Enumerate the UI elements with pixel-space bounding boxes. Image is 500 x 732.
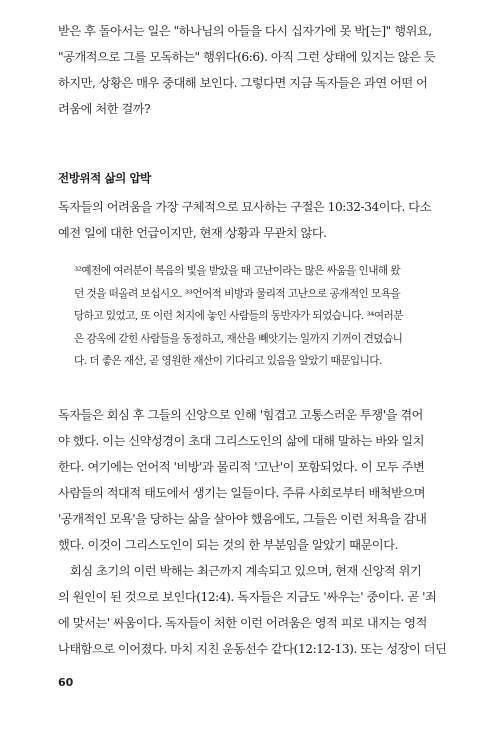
paragraph-reference: [58, 194, 458, 246]
text-line: 회심 초기의 이런 박해는 최근까지 계속되고 있으며, 현재 신앙적 위기: [70, 564, 422, 578]
quote-line: 다. 더 좋은 재산, 곧 영원한 재산이 기다리고 있음을 알았기 때문입니다.: [74, 355, 382, 367]
text-line: 한다. 여기에는 언어적 '비방'과 물리적 '고난'이 포함되었다. 이 모두 주변: [58, 460, 425, 474]
text-line: "공개적으로 그를 모독하는" 행위다(6:6). 아직 그런 상태에 있지는 않은 듯: [58, 50, 436, 64]
text-line: 려움에 처한 걸까?: [58, 102, 151, 116]
text-line: 받은 후 돌아서는 일은 "하나님의 아들을 다시 십자가에 못 박[는]" 행위요,: [58, 24, 432, 38]
text-line: 하지만, 상황은 매우 중대해 보인다. 그렇다면 지금 독자들은 과연 어떤 어: [58, 76, 428, 90]
text-line: 야 했다. 이는 신약성경이 초대 그리스도인의 삶에 대해 말하는 바와 일치: [58, 434, 425, 448]
quote-line: 당하고 있었고, 또 이런 처지에 놓인 사람들의 동반자가 되었습니다. ³⁴여러분: [74, 310, 403, 322]
text-line: 예전 일에 대한 언급이지만, 현재 상황과 무관치 않다.: [58, 226, 327, 240]
quote-line: 은 감옥에 갇힌 사람들을 동정하고, 재산을 빼앗기는 일까지 기꺼이 견뎠습니: [74, 332, 403, 345]
scripture-quote: [74, 260, 450, 373]
text-line: 했다. 이것이 그리스도인이 되는 것의 한 부분임을 알았기 때문이다.: [58, 538, 398, 552]
section-heading: 전방위적 삶의 압박: [58, 171, 151, 185]
text-line: '공개적인 모욕'을 당하는 삶을 살아야 했음에도, 그들은 이런 처욕을 감내: [58, 512, 427, 526]
paragraph-persecution: [58, 558, 458, 662]
paragraph-intro: [58, 18, 458, 122]
quote-line: ³²예전에 여러분이 복음의 빛을 받았을 때 고난이라는 많은 싸움을 인내해 왔: [74, 265, 401, 277]
paragraph-struggle: [58, 402, 458, 558]
text-line: 사람들의 적대적 태도에서 생기는 일들이다. 주류 사회로부터 배척받으며: [58, 486, 426, 500]
text-line: 의 원인이 된 것으로 보인다(12:4). 독자들은 지금도 '싸우는' 중이다. 곧 '죄: [58, 590, 437, 604]
quote-line: 던 것을 떠올려 보십시오. ³³언어적 비방과 물리적 고난으로 공개적인 모욕을: [74, 287, 401, 300]
text-line: 독자들은 회심 후 그들의 신앙으로 인해 '힘겹고 고통스러운 투쟁'을 겪어: [58, 408, 423, 422]
page-number: 60: [58, 676, 74, 689]
text-line: 나태함으로 이어졌다. 마치 지친 운동선수 같다(12:12-13). 또는 성장이 더딘: [58, 642, 447, 656]
text-line: 에 맞서는' 싸움이다. 독자들이 처한 이런 어려움은 영적 피로 내지는 영적: [58, 616, 427, 630]
text-line: 독자들의 어려움을 가장 구체적으로 묘사하는 구절은 10:32-34이다. 다소: [58, 200, 431, 214]
